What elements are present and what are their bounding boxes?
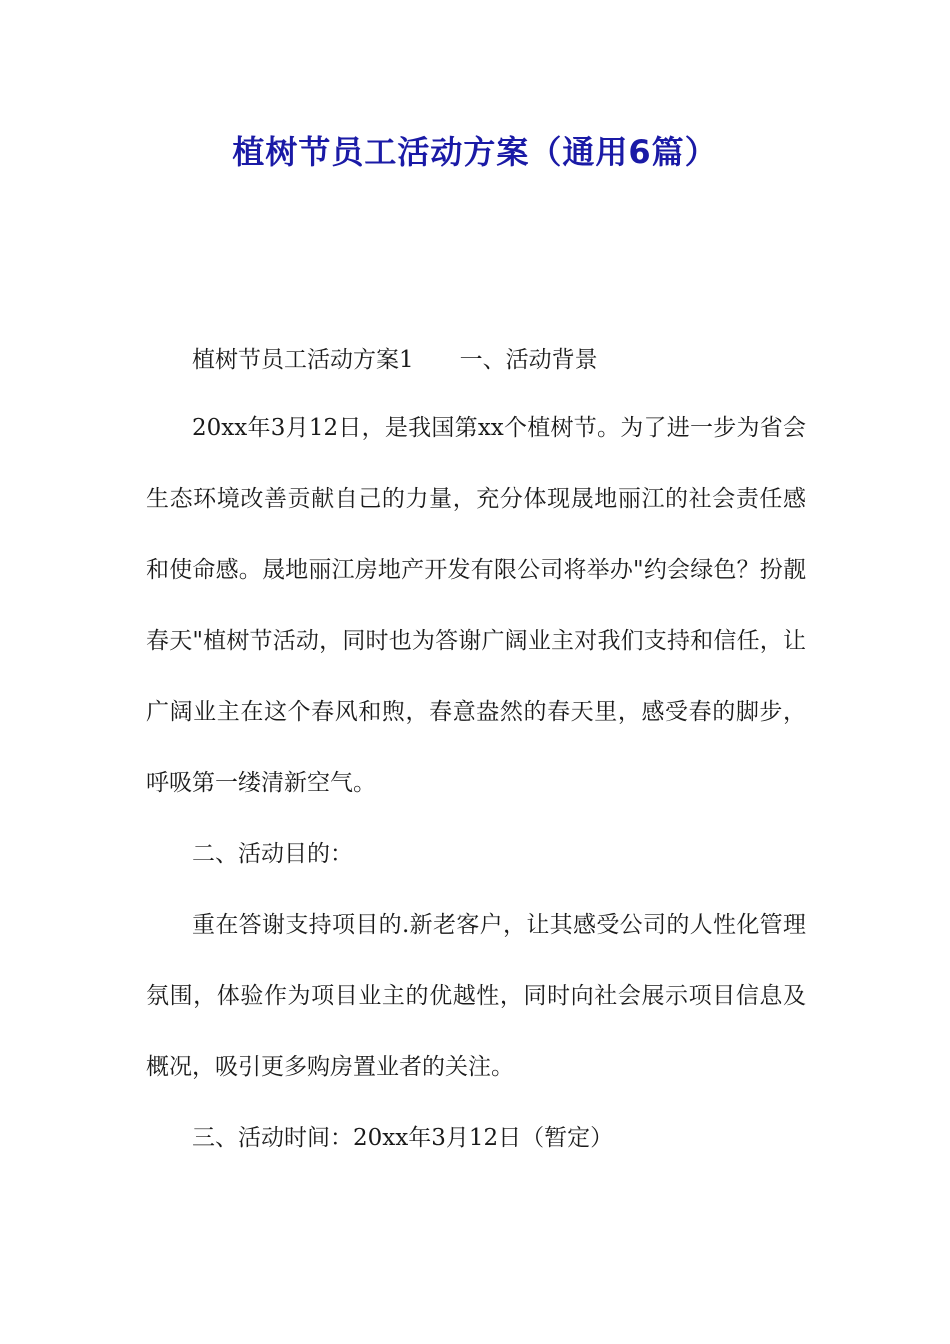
paragraph-background: 20xx年3月12日，是我国第xx个植树节。为了进一步为省会生态环境改善贡献自己的力量，充分体现晟地丽江的社会责任感和使命感。晟地丽江房地产开发有限公司将举办"约会绿色？扮靓春天"植树节活动，同时也为答谢广阔业主对我们支持和信任，让广阔业主在这个春风和煦，春意盎然的春天里，感受春的脚步，呼吸第一缕清新空气。	[146, 415, 806, 796]
plan-heading: 植树节员工活动方案1	[192, 347, 414, 373]
section-heading-line	[146, 336, 806, 384]
background-heading: 一、活动背景	[459, 347, 598, 373]
paragraph-purpose-heading: 二、活动目的：	[192, 841, 353, 867]
paragraph-time: 三、活动时间：20xx年3月12日（暂定）	[192, 1125, 614, 1151]
document-body	[146, 393, 806, 1174]
paragraph-purpose: 重在答谢支持项目的.新老客户，让其感受公司的人性化管理氛围，体验作为项目业主的优越性，同时向社会展示项目信息及概况，吸引更多购房置业者的关注。	[146, 912, 806, 1080]
document-title: 植树节员工活动方案（通用6篇）	[232, 133, 718, 171]
